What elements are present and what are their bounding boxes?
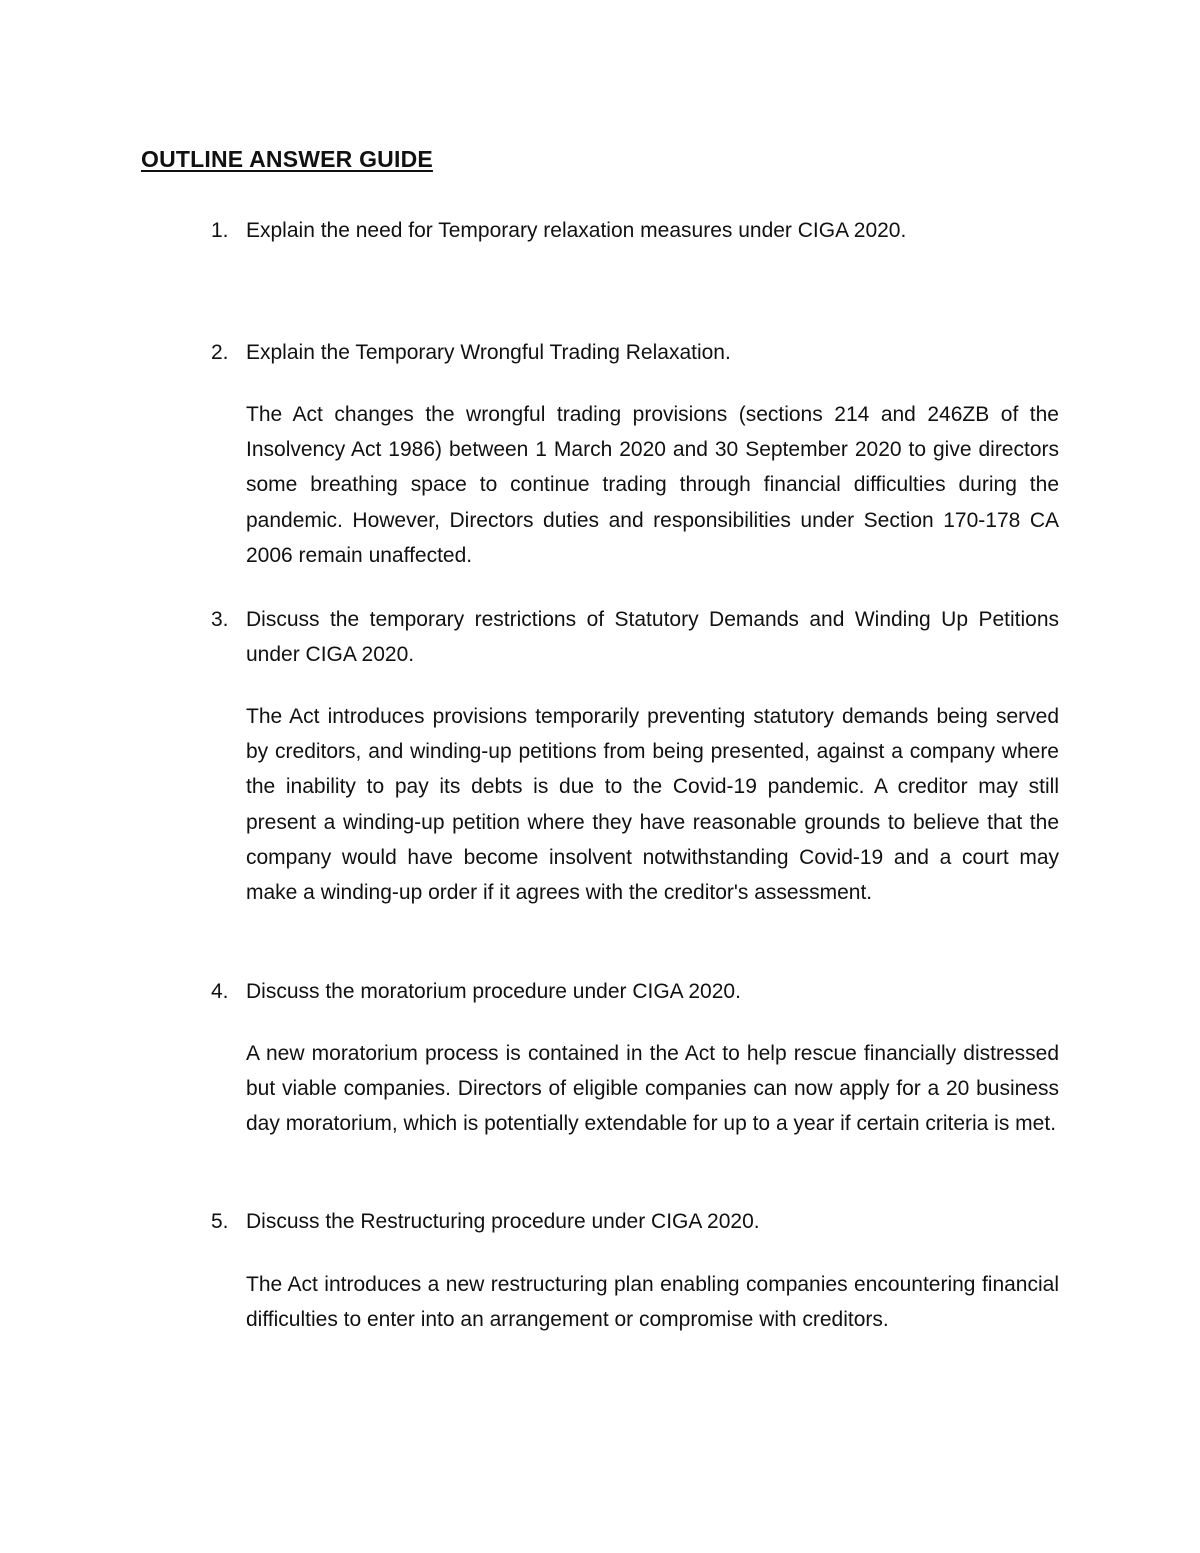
answer-paragraph: The Act changes the wrongful trading provisions (sections 214 and 246ZB of the Insolvency Act 1986) between 1 March 2020 and 30 September 2020 to give directors some breathing space to continue trading through financial difficulties during the pandemic. However, Directors duties and responsibilities under Section 170-178 CA 2006 remain unaffected. <box>246 403 1059 567</box>
answer-paragraph: A new moratorium process is contained in the Act to help rescue financially distressed but viable companies. Directors of eligible companies can now apply for a 20 business day moratorium, which is potentially extendable for up to a year if certain criteria is met. <box>246 1042 1059 1136</box>
answer-paragraph: The Act introduces a new restructuring plan enabling companies encountering financial difficulties to enter into an arrangement or compromise with creditors. <box>246 1273 1059 1332</box>
item-number: 2. <box>211 341 229 364</box>
item-number: 5. <box>211 1210 229 1233</box>
item-number: 4. <box>211 980 229 1003</box>
question-text: Discuss the temporary restrictions of Statutory Demands and Winding Up Petitions under CIGA 2020. <box>246 608 1059 667</box>
question-text: Explain the Temporary Wrongful Trading Relaxation. <box>246 341 731 364</box>
page-title: OUTLINE ANSWER GUIDE <box>141 146 433 172</box>
item-number: 1. <box>211 219 229 242</box>
question-text: Discuss the moratorium procedure under CIGA 2020. <box>246 980 741 1003</box>
question-text: Discuss the Restructuring procedure under CIGA 2020. <box>246 1210 760 1233</box>
question-text: Explain the need for Temporary relaxation measures under CIGA 2020. <box>246 219 907 242</box>
answer-paragraph: The Act introduces provisions temporarily preventing statutory demands being served by creditors, and winding-up petitions from being presented, against a company where the inability to pay its debts is due to the Covid-19 pandemic. A creditor may still present a winding-up petition where they have reasonable grounds to believe that the company would have become insolvent notwithstanding Covid-19 and a court may make a winding-up order if it agrees with the creditor's assessment. <box>246 705 1059 905</box>
item-number: 3. <box>211 608 229 631</box>
